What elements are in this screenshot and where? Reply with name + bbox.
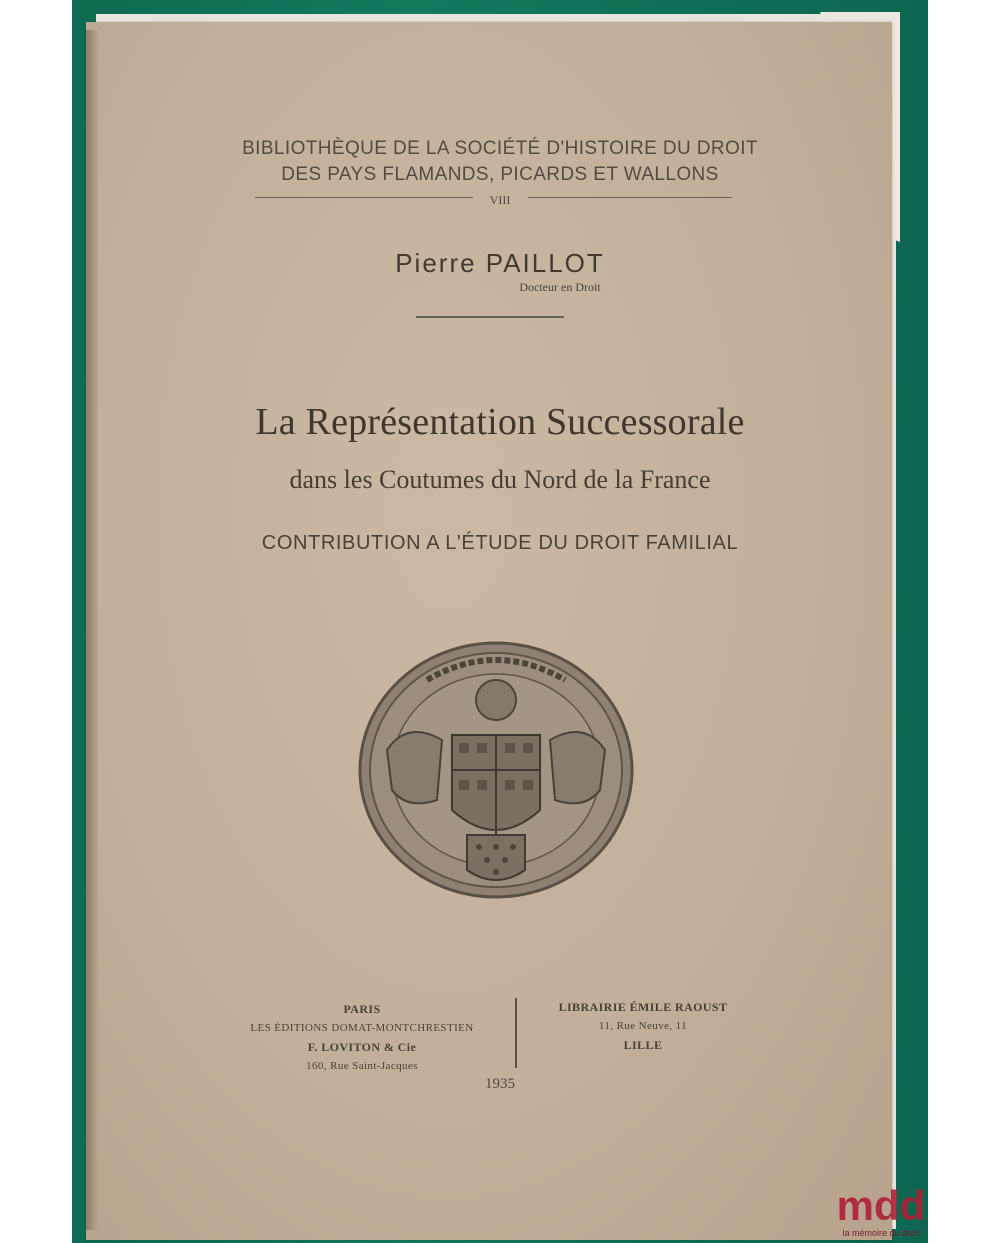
- heraldic-seal-image: [357, 640, 635, 900]
- contribution-line: CONTRIBUTION A L'ÉTUDE DU DROIT FAMILIAL: [261, 532, 739, 554]
- book-title: La Représentation Successorale: [255, 401, 745, 443]
- author-degree: Docteur en Droit: [519, 280, 601, 294]
- publisher-paris-address: 160, Rue Saint-Jacques: [306, 1060, 418, 1072]
- series-title: [0, 136, 1000, 188]
- publisher-lille-city: LILLE: [623, 1038, 663, 1052]
- publisher-paris-city: PARIS: [343, 1002, 381, 1016]
- mdd-logo-text: mdd: [836, 1182, 926, 1229]
- series-line-1: BIBLIOTHÈQUE DE LA SOCIÉTÉ D'HISTOIRE DU DROIT: [242, 138, 758, 159]
- watermark-tagline: la mémoire du droit: [842, 1228, 920, 1238]
- series-line-2: DES PAYS FLAMANDS, PICARDS ET WALLONS: [281, 164, 719, 185]
- book-subtitle: dans les Coutumes du Nord de la France: [289, 465, 711, 494]
- publisher-paris: [232, 1000, 492, 1076]
- publisher-lille-name: LIBRAIRIE ÉMILE RAOUST: [558, 1000, 728, 1014]
- publisher-paris-sub: F. LOVITON & Cie: [307, 1040, 417, 1054]
- publisher-paris-name: LES ÉDITIONS DOMAT-MONTCHRESTIEN: [250, 1022, 474, 1034]
- author-rule: [416, 316, 564, 318]
- spine-edge: [86, 30, 98, 1230]
- publisher-divider: [515, 998, 517, 1068]
- publisher-lille-address: 11, Rue Neuve, 11: [598, 1020, 688, 1032]
- volume-number: VIII: [489, 193, 511, 207]
- author-name: Pierre PAILLOT: [395, 248, 605, 278]
- publication-year: 1935: [485, 1076, 515, 1092]
- publisher-lille: [548, 998, 738, 1055]
